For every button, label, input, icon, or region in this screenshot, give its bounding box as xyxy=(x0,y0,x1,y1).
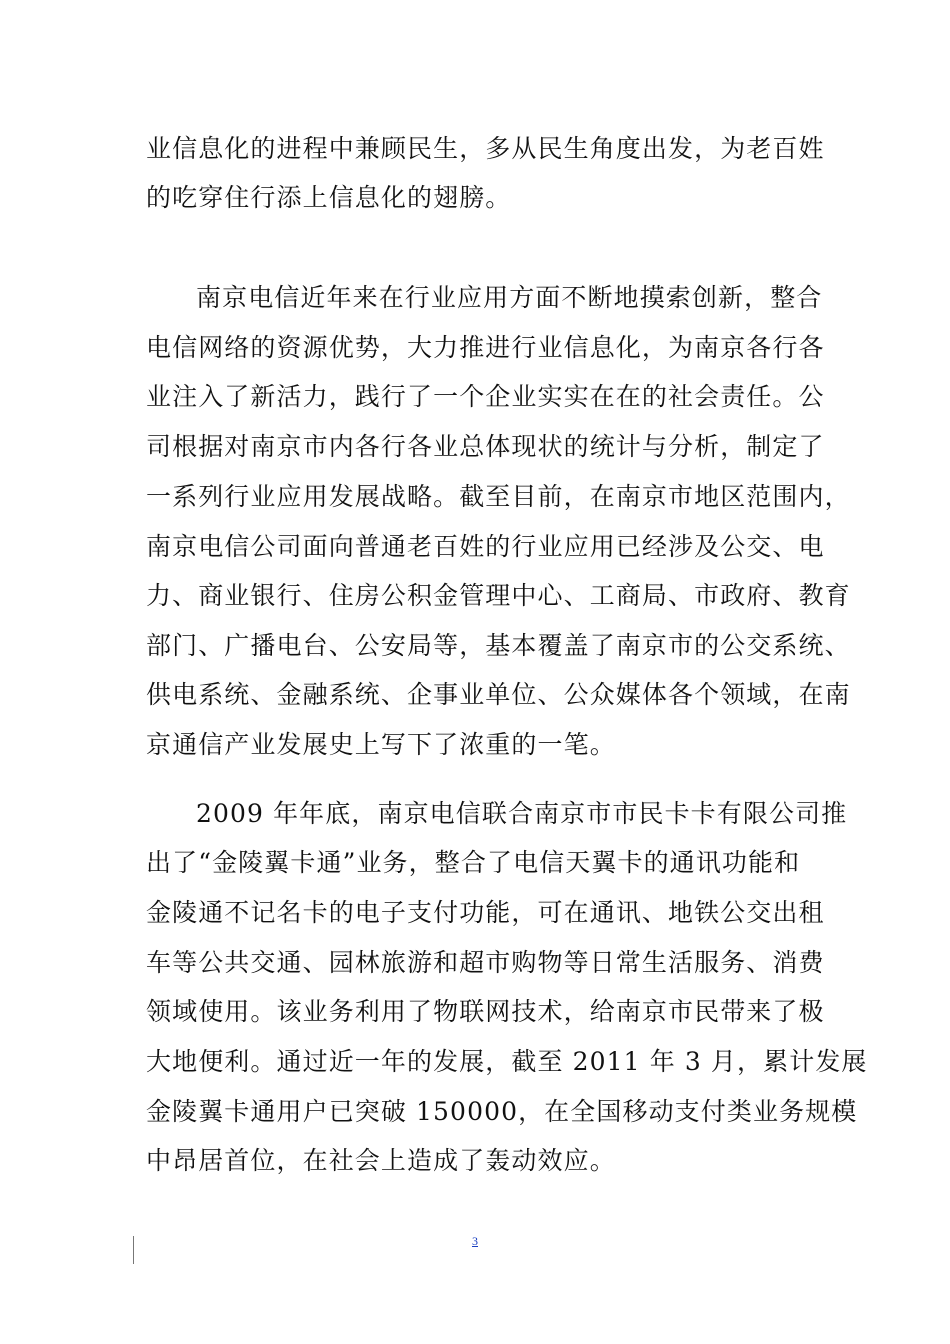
text-line: 中昂居首位，在社会上造成了轰动效应。 xyxy=(146,1146,616,1175)
text-line: 电信网络的资源优势，大力推进行业信息化，为南京各行各 xyxy=(146,333,825,362)
text-line: 业注入了新活力，践行了一个企业实实在在的社会责任。公 xyxy=(146,382,825,411)
text-line: 的吃穿住行添上信息化的翅膀。 xyxy=(146,183,512,212)
text-line: 部门、广播电台、公安局等，基本覆盖了南京市的公交系统、 xyxy=(146,631,851,660)
page-number[interactable]: 3 xyxy=(472,1234,478,1248)
text-line: 供电系统、金融系统、企事业单位、公众媒体各个领域，在南 xyxy=(146,680,851,709)
margin-rule xyxy=(133,1236,134,1264)
text-line: 南京电信近年来在行业应用方面不断地摸索创新，整合 xyxy=(196,283,823,312)
text-line: 出了“金陵翼卡通”业务，整合了电信天翼卡的通讯功能和 xyxy=(146,848,801,877)
text-line: 金陵翼卡通用户已突破 150000，在全国移动支付类业务规模 xyxy=(146,1097,858,1126)
text-line: 大地便利。通过近一年的发展，截至 2011 年 3 月，累计发展 xyxy=(146,1047,868,1076)
text-line: 司根据对南京市内各行各业总体现状的统计与分析，制定了 xyxy=(146,432,825,461)
text-line: 领域使用。该业务利用了物联网技术，给南京市民带来了极 xyxy=(146,997,825,1026)
text-line: 2009 年年底，南京电信联合南京市市民卡卡有限公司推 xyxy=(196,799,848,828)
text-line: 金陵通不记名卡的电子支付功能，可在通讯、地铁公交出租 xyxy=(146,898,825,927)
text-line: 车等公共交通、园林旅游和超市购物等日常生活服务、消费 xyxy=(146,948,825,977)
text-line: 京通信产业发展史上写下了浓重的一笔。 xyxy=(146,730,616,759)
text-line: 业信息化的进程中兼顾民生，多从民生角度出发，为老百姓 xyxy=(146,134,825,163)
text-line: 一系列行业应用发展战略。截至目前，在南京市地区范围内， xyxy=(146,482,851,511)
text-line: 南京电信公司面向普通老百姓的行业应用已经涉及公交、电 xyxy=(146,532,825,561)
text-line: 力、商业银行、住房公积金管理中心、工商局、市政府、教育 xyxy=(146,581,851,610)
